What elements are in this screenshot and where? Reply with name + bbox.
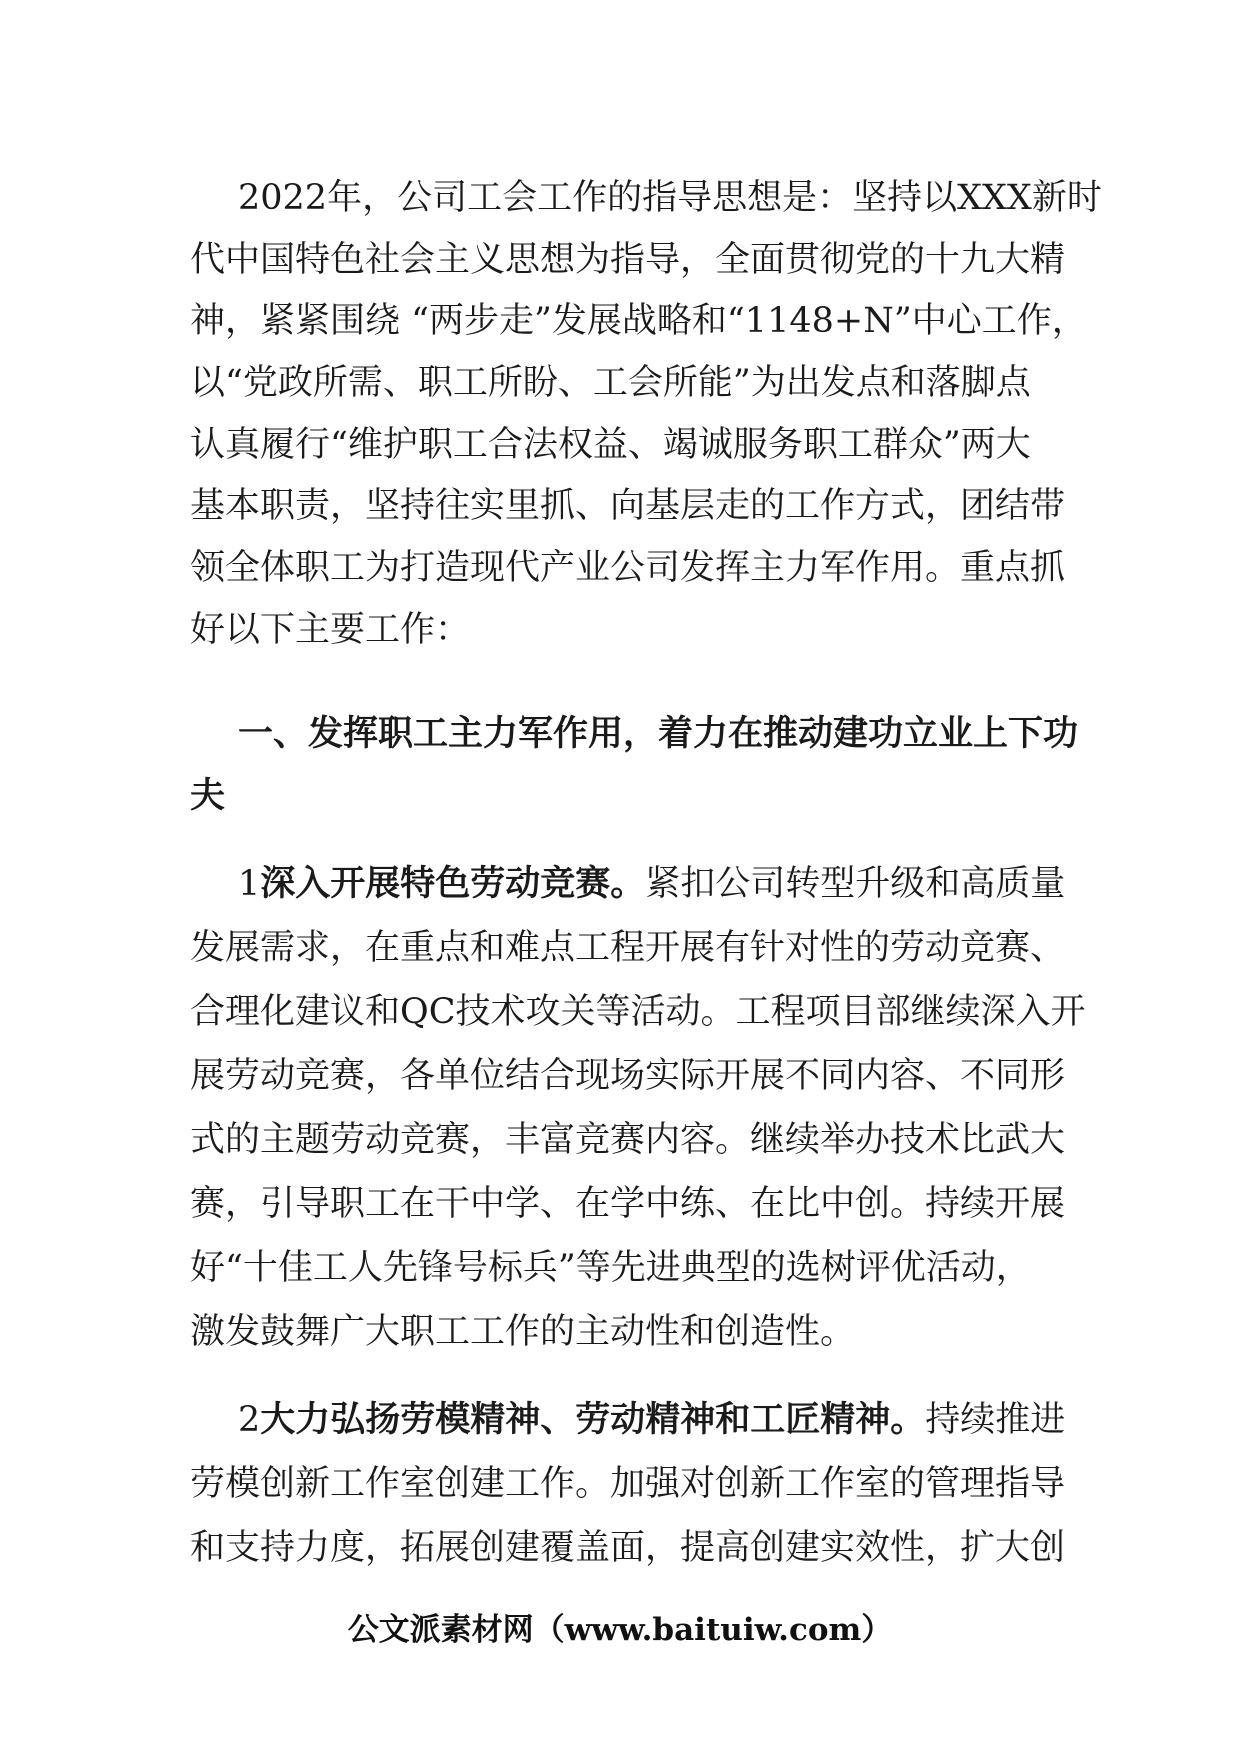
item2-line1-rest: 持续推进 xyxy=(925,1400,1066,1440)
item2-line-3: 和支持力度，拓展创建覆盖面，提高创建实效性，扩大创 xyxy=(190,1528,1066,1568)
intro-line-1: 2022年，公司工会工作的指导思想是：坚持以XXX新时 xyxy=(238,178,1102,218)
footer-source: 公文派素材网（www.baituiw.com） xyxy=(347,1612,893,1648)
intro-line-2: 代中国特色社会主义思想为指导，全面贯彻党的十九大精 xyxy=(190,240,1066,280)
item1-first-line xyxy=(238,864,1065,904)
item1-line-6: 赛，引导职工在干中学、在学中练、在比中创。持续开展 xyxy=(190,1184,1066,1224)
item1-line-4: 展劳动竞赛，各单位结合现场实际开展不同内容、不同形 xyxy=(190,1056,1066,1096)
item2-number: 2 xyxy=(238,1400,261,1440)
intro-line-5: 认真履行“维护职工合法权益、竭诚服务职工群众”两大 xyxy=(190,425,1031,465)
intro-line-7: 领全体职工为打造现代产业公司发挥主力军作用。重点抓 xyxy=(190,548,1066,588)
section-heading-line-2: 夫 xyxy=(190,775,226,816)
item1-line1-rest: 紧扣公司转型升级和高质量 xyxy=(645,864,1066,904)
item2-first-line xyxy=(238,1400,1065,1440)
intro-line-8: 好以下主要工作： xyxy=(190,610,471,650)
item1-title: 深入开展特色劳动竞赛。 xyxy=(260,863,646,904)
item2-line-2: 劳模创新工作室创建工作。加强对创新工作室的管理指导 xyxy=(190,1464,1066,1504)
item1-line-7: 好“十佳工人先锋号标兵”等先进典型的选树评优活动， xyxy=(190,1248,1031,1288)
intro-line-4: 以“党政所需、职工所盼、工会所能”为出发点和落脚点 xyxy=(190,363,1031,403)
intro-line-3: 神，紧紧围绕 “两步走”发展战略和“1148+N”中心工作， xyxy=(190,301,1087,341)
item1-line-8: 激发鼓舞广大职工工作的主动性和创造性。 xyxy=(190,1312,856,1352)
item1-number: 1 xyxy=(238,864,261,904)
item1-line-5: 式的主题劳动竞赛，丰富竞赛内容。继续举办技术比武大 xyxy=(190,1120,1066,1160)
item2-title: 大力弘扬劳模精神、劳动精神和工匠精神。 xyxy=(260,1399,926,1440)
intro-line-6: 基本职责，坚持往实里抓、向基层走的工作方式，团结带 xyxy=(190,486,1066,526)
item1-line-3: 合理化建议和QC技术攻关等活动。工程项目部继续深入开 xyxy=(190,992,1086,1032)
section-heading-line-1: 一、发挥职工主力军作用，着力在推动建功立业上下功 xyxy=(238,713,1079,754)
item1-line-2: 发展需求，在重点和难点工程开展有针对性的劳动竞赛、 xyxy=(190,928,1066,968)
